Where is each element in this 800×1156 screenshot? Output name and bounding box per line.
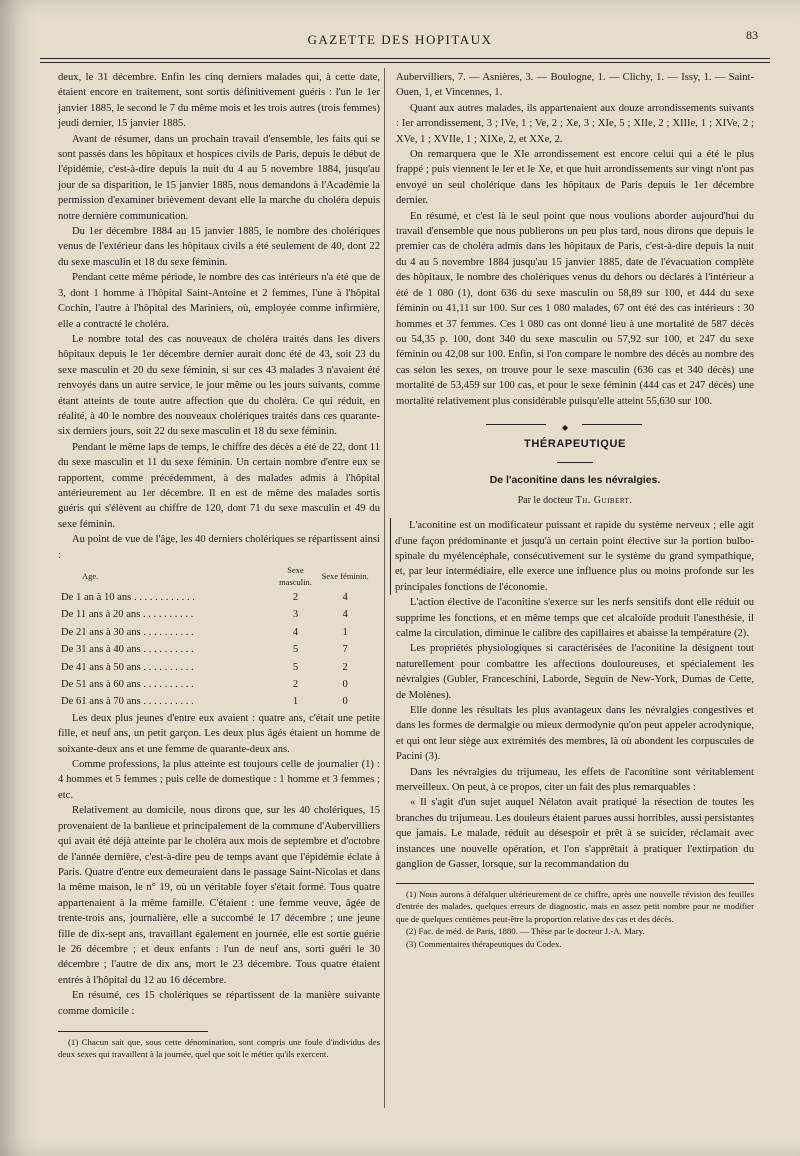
female-count: 0 [342, 679, 348, 691]
table-header-row [60, 563, 370, 589]
paragraph: En résumé, ces 15 cholériques se répartissent de la manière suivante comme domicile : [58, 990, 380, 1017]
section-heading: THÉRAPEUTIQUE [524, 437, 626, 450]
male-count: 5 [292, 661, 299, 673]
age-range: De 11 ans à 20 ans . . . . . . . . . . [61, 609, 194, 621]
separator-line [582, 424, 642, 425]
footnote: (2) Fac. de méd. de Paris, 1880. — Thèse par le docteur J.-A. Mary. [406, 926, 645, 936]
column-divider [384, 68, 385, 1108]
female-count: 0 [342, 696, 348, 708]
journal-title: GAZETTE DES HOPITAUX [307, 32, 493, 47]
section-rule [557, 462, 593, 463]
paragraph: Au point de vue de l'âge, les 40 derniers cholériques se répartissent ainsi : [58, 534, 380, 561]
column-header-female: Sexe féminin. [321, 571, 369, 581]
paragraph: deux, le 31 décembre. Enfin les cinq derniers malades qui, à cette date, étaient encore en traitement, sont sortis définitivement guéris : l'un le 1er janvier 1885, le second le 7 du même mois et les trois autres (trois femmes) jeudi dernier, 15 janvier 1885. [58, 72, 380, 130]
paragraph: Pendant cette même période, le nombre des cas intérieurs n'a été que de 3, dont 1 homme à l'hôpital Saint-Antoine et 2 femmes, l'une à l'hôpital Cochin, l'autre à l'hôpital des Mariniers, où, employée comme infirmière, elle a contracté le choléra. [58, 272, 380, 330]
column-header-age: Age. [82, 571, 99, 581]
separator-line [486, 424, 546, 425]
author-name: Th. Guibert. [575, 494, 633, 506]
table-row [60, 624, 370, 641]
page-number: 83 [746, 28, 758, 42]
female-count: 1 [342, 626, 348, 638]
table-row [60, 589, 370, 606]
header-rule [40, 58, 770, 59]
diamond-ornament-icon: ◆ [562, 422, 569, 432]
female-count: 4 [342, 609, 348, 621]
age-range: De 1 an à 10 ans . . . . . . . . . . . . [61, 592, 195, 603]
male-count: 2 [292, 592, 299, 603]
byline-prefix: Par le docteur [517, 494, 574, 506]
right-column [396, 70, 754, 950]
paragraph: Les deux plus jeunes d'entre eux avaient : quatre ans, c'était une petite fille, et neuf ans, un petit garçon. Les deux plus âgés étaient un homme de soixante-deux ans et une femme de quarante-deux ans. [58, 712, 380, 755]
table-row [60, 676, 370, 693]
paragraph: Quant aux autres malades, ils appartenaient aux douze arrondissements suivants : Ier arrondissement, 3 ; IVe, 1 ; Ve, 2 ; Xe, 3 ; XIe, 5 ; XIIe, 2 ; XIIIe, 1 ; XIVe, 2 ; XVe, 1 ; XVIIe, 1 ; XIXe, 2, et XXe, 2. [396, 102, 754, 145]
paragraph: Elle donne les résultats les plus avantageux dans les névralgies congestives et dans les formes de dermalgie ou mieux dermodynie qu'on peut appeler acrodynique, et qui ont leur siège aux extrémités des membres, là où abondent les corpuscules de Pacini (3). [396, 705, 754, 763]
male-count: 2 [292, 679, 299, 691]
header-rule-thin [40, 62, 770, 63]
paragraph: L'action élective de l'aconitine s'exerce sur les nerfs sensitifs dont elle réduit ou supprime les fonctions, et en même temps que cet alcaloïde produit l'anesthésie, il calme la circulation, diminue le calibre des capillaires et abaisse la température (2). [396, 597, 754, 639]
paragraph: Comme professions, la plus atteinte est toujours celle de journalier (1) : 4 hommes et 5 femmes ; puis celle de domestique : 1 homme et 3 femmes ; etc. [58, 759, 380, 801]
section-separator [396, 417, 754, 431]
footnote: (1) Chacun sait que, sous cette dénomination, sont compris une foule d'individus des deux sexes qui travaillent à la journée, quel que soit le métier qu'ils exercent. [58, 1036, 380, 1060]
paragraph: Pendant le même laps de temps, le chiffre des décès a été de 22, dont 11 du sexe masculin et 11 du sexe féminin. Un certain nombre d'entre eux se rapportent, comme précédemment, à des malades admis à l'hôpital antérieurement au 1er décembre. Il en est de même des malades sortis guéris qui s'élèvent au chiffre de 120, dont 71 du sexe masculin et 49 du sexe féminin. [58, 441, 380, 530]
age-range: De 31 ans à 40 ans . . . . . . . . . . [61, 644, 194, 656]
paragraph: Avant de résumer, dans un prochain travail d'ensemble, les faits qui se sont passés dans les hôpitaux et hospices civils de Paris, depuis le début de l'épidémie, c'est-à-dire depuis la nuit du 4 au 5 novembre 1884, jusqu'au jour de sa disparition, le 15 janvier 1885, nous demandons à l'Académie la permission d'examiner brièvement devant elle la marche du choléra depuis notre dernière communication. [58, 133, 380, 222]
female-count: 2 [342, 661, 348, 673]
paragraph: Dans les névralgies du trijumeau, les effets de l'aconitine sont véritablement merveilleux. On peut, à ce propos, citer un fait des plus remarquables : [396, 766, 754, 794]
footnote: (1) Nous aurons à défalquer ultérieurement de ce chiffre, après une nouvelle révision des feuilles d'entrée des malades, quelques erreurs de diagnostic, mais en assez petit nombre pour ne modifier que de quelques centièmes peut-être la proportion relative des cas et des décès. [396, 888, 754, 924]
age-range: De 61 ans à 70 ans . . . . . . . . . . [61, 696, 194, 708]
paragraph: Les propriétés physiologiques si caractérisées de l'aconitine la désignent tout naturellement pour combattre les affections douloureuses, et spécialement les névralgies (Gubler, Franceschini, Laborde, Seguin de New-York, Dumas de Cette, de Molènes). [396, 643, 754, 701]
paragraph: Le nombre total des cas nouveaux de choléra traités dans les divers hôpitaux depuis le 1er décembre dernier aurait donc été de 43, soit 23 du sexe masculin et 20 du sexe féminin, si sur ces 43 malades 3 n'avaient été renvoyés dans un autre service, le jour même ou les jours suivants, comme étant atteints de toute autre affection que du choléra. Ce qui réduit, en réalité, à 40 le nombre des nouveaux cholériques traités dans ces quarante-six derniers jours, soit 22 du sexe masculin et 18 du sexe féminin. [58, 333, 380, 438]
paragraph: Aubervilliers, 7. — Asnières, 3. — Boulogne, 1. — Clichy, 1. — Issy, 1. — Saint-Ouen, 1, et Vincennes, 1. [396, 72, 754, 99]
paragraph: On remarquera que le XIe arrondissement est encore celui qui a été le plus frappé ; puis viennent le Ier et le Xe, et que huit arrondissements sur vingt n'ont pas envoyé un seul cholérique dans les hôpitaux de Paris depuis le 1er décembre dernier. [396, 149, 754, 207]
table-row [60, 693, 370, 710]
article-title: De l'aconitine dans les névralgies. [489, 474, 661, 487]
table-row [60, 606, 370, 623]
footnote: (3) Commentaires thérapeutiques du Codex. [406, 938, 562, 949]
female-count: 4 [342, 592, 348, 603]
paragraph: Relativement au domicile, nous dirons que, sur les 40 cholériques, 15 provenaient de la banlieue et principalement de la commune d'Aubervilliers qui avait été déjà atteinte par le choléra aux mois de septembre et d'octobre de l'année dernière, c'est-à-dire peu de temps avant que l'épidémie éclate à Paris. Quatre d'entre eux demeuraient dans le passage Saint-Nicolas et dans la même maison, le n° 19, où un véritable foyer s'était formé. Tous quatre appartenaient à la même famille. C'étaient : une femme veuve, âgée de trente-trois ans, journalière, elle a succombé le 17 décembre ; une jeune fille de dix-sept ans, travaillant également en journée, elle est sortie guérie le 26 décembre ; et deux enfants : l'un de neuf ans, sorti guéri le 30 décembre ; l'autre de dix ans, mort le 23 décembre. Tous quatre étaient entrés à l'hôpital du 12 au 16 décembre. [58, 805, 380, 986]
age-range: De 21 ans à 30 ans . . . . . . . . . . [61, 626, 194, 638]
female-count: 7 [342, 644, 348, 656]
paragraph: Du 1er décembre 1884 au 15 janvier 1885, le nombre des cholériques venus de l'extérieur dans les hôpitaux civils a été seulement de 40, dont 22 du sexe masculin et 18 du sexe féminin. [58, 226, 380, 268]
male-count: 1 [292, 696, 299, 708]
age-distribution-table [60, 563, 370, 711]
male-count: 4 [292, 626, 299, 638]
left-column [58, 70, 380, 1061]
table-row [60, 659, 370, 676]
paragraph: En résumé, et c'est là le seul point que nous voulions aborder aujourd'hui du travail d'ensemble que nous publierons un peu plus tard, nous dirons que depuis le premier cas de choléra admis dans les hôpitaux de Paris, c'est-à-dire depuis la nuit du 4 au 5 novembre 1884 jusqu'au 15 janvier 1885, date de l'évacuation complète des hôpitaux, le nombre des cholériques venus du dehors ou déclarés à l'intérieur a été de 1 080 (1), dont 636 du sexe masculin ou 58,89 sur 100, et 444 du sexe féminin ou 41,11 sur 100. Sur ces 1 080 malades, 67 ont été des cas intérieurs : 30 hommes et 37 femmes. Ces 1 080 cas ont donné lieu à une mortalité de 587 décès ou 54,35 p. 100, dont 340 du sexe masculin ou 57,92 sur 100, et 247 du sexe féminin ou 42,08 sur 100. Enfin, si l'on compare le nombre des décès au nombre des cas selon les sexes, on trouve pour le sexe masculin (636 cas et 340 décès) une mortalité de 53,459 sur 100 cas, et pour le sexe féminin (444 cas et 247 décès) une mortalité relativement plus considérable puisqu'elle atteint 55,630 sur 100. [396, 210, 754, 407]
table-row [60, 641, 370, 658]
paragraph: « Il s'agit d'un sujet auquel Nélaton avait pratiqué la résection de toutes les branches du trijumeau. Les douleurs étaient parues aussi horribles, aussi persistantes que jamais. Le malade, réduit au désespoir et prêt à se suicider, réclamait avec instances une nouvelle opération, et l'on s'apprêtait à pratiquer l'extirpation du ganglion de Gasser, lorsque, sur la recommandation du [396, 797, 754, 871]
age-range: De 51 ans à 60 ans . . . . . . . . . . [61, 679, 194, 691]
page-header [40, 28, 760, 52]
age-range: De 41 ans à 50 ans . . . . . . . . . . [61, 661, 194, 673]
paragraph: L'aconitine est un modificateur puissant et rapide du système nerveux ; elle agit d'une façon prédominante et jusqu'à un certain point élective sur la portion bulbo-spinale du myélencéphale, consécutivement sur le système du grand sympathique, et, par leur intermédiaire, elle exerce une influence plus ou moins profonde sur les principales fonctions de l'économie. [390, 518, 754, 595]
footnote-rule [396, 883, 754, 884]
byline [396, 493, 754, 508]
footnote-rule [58, 1031, 208, 1032]
male-count: 5 [292, 644, 299, 656]
column-header-male: Sexe masculin. [279, 565, 312, 587]
male-count: 3 [292, 609, 299, 621]
